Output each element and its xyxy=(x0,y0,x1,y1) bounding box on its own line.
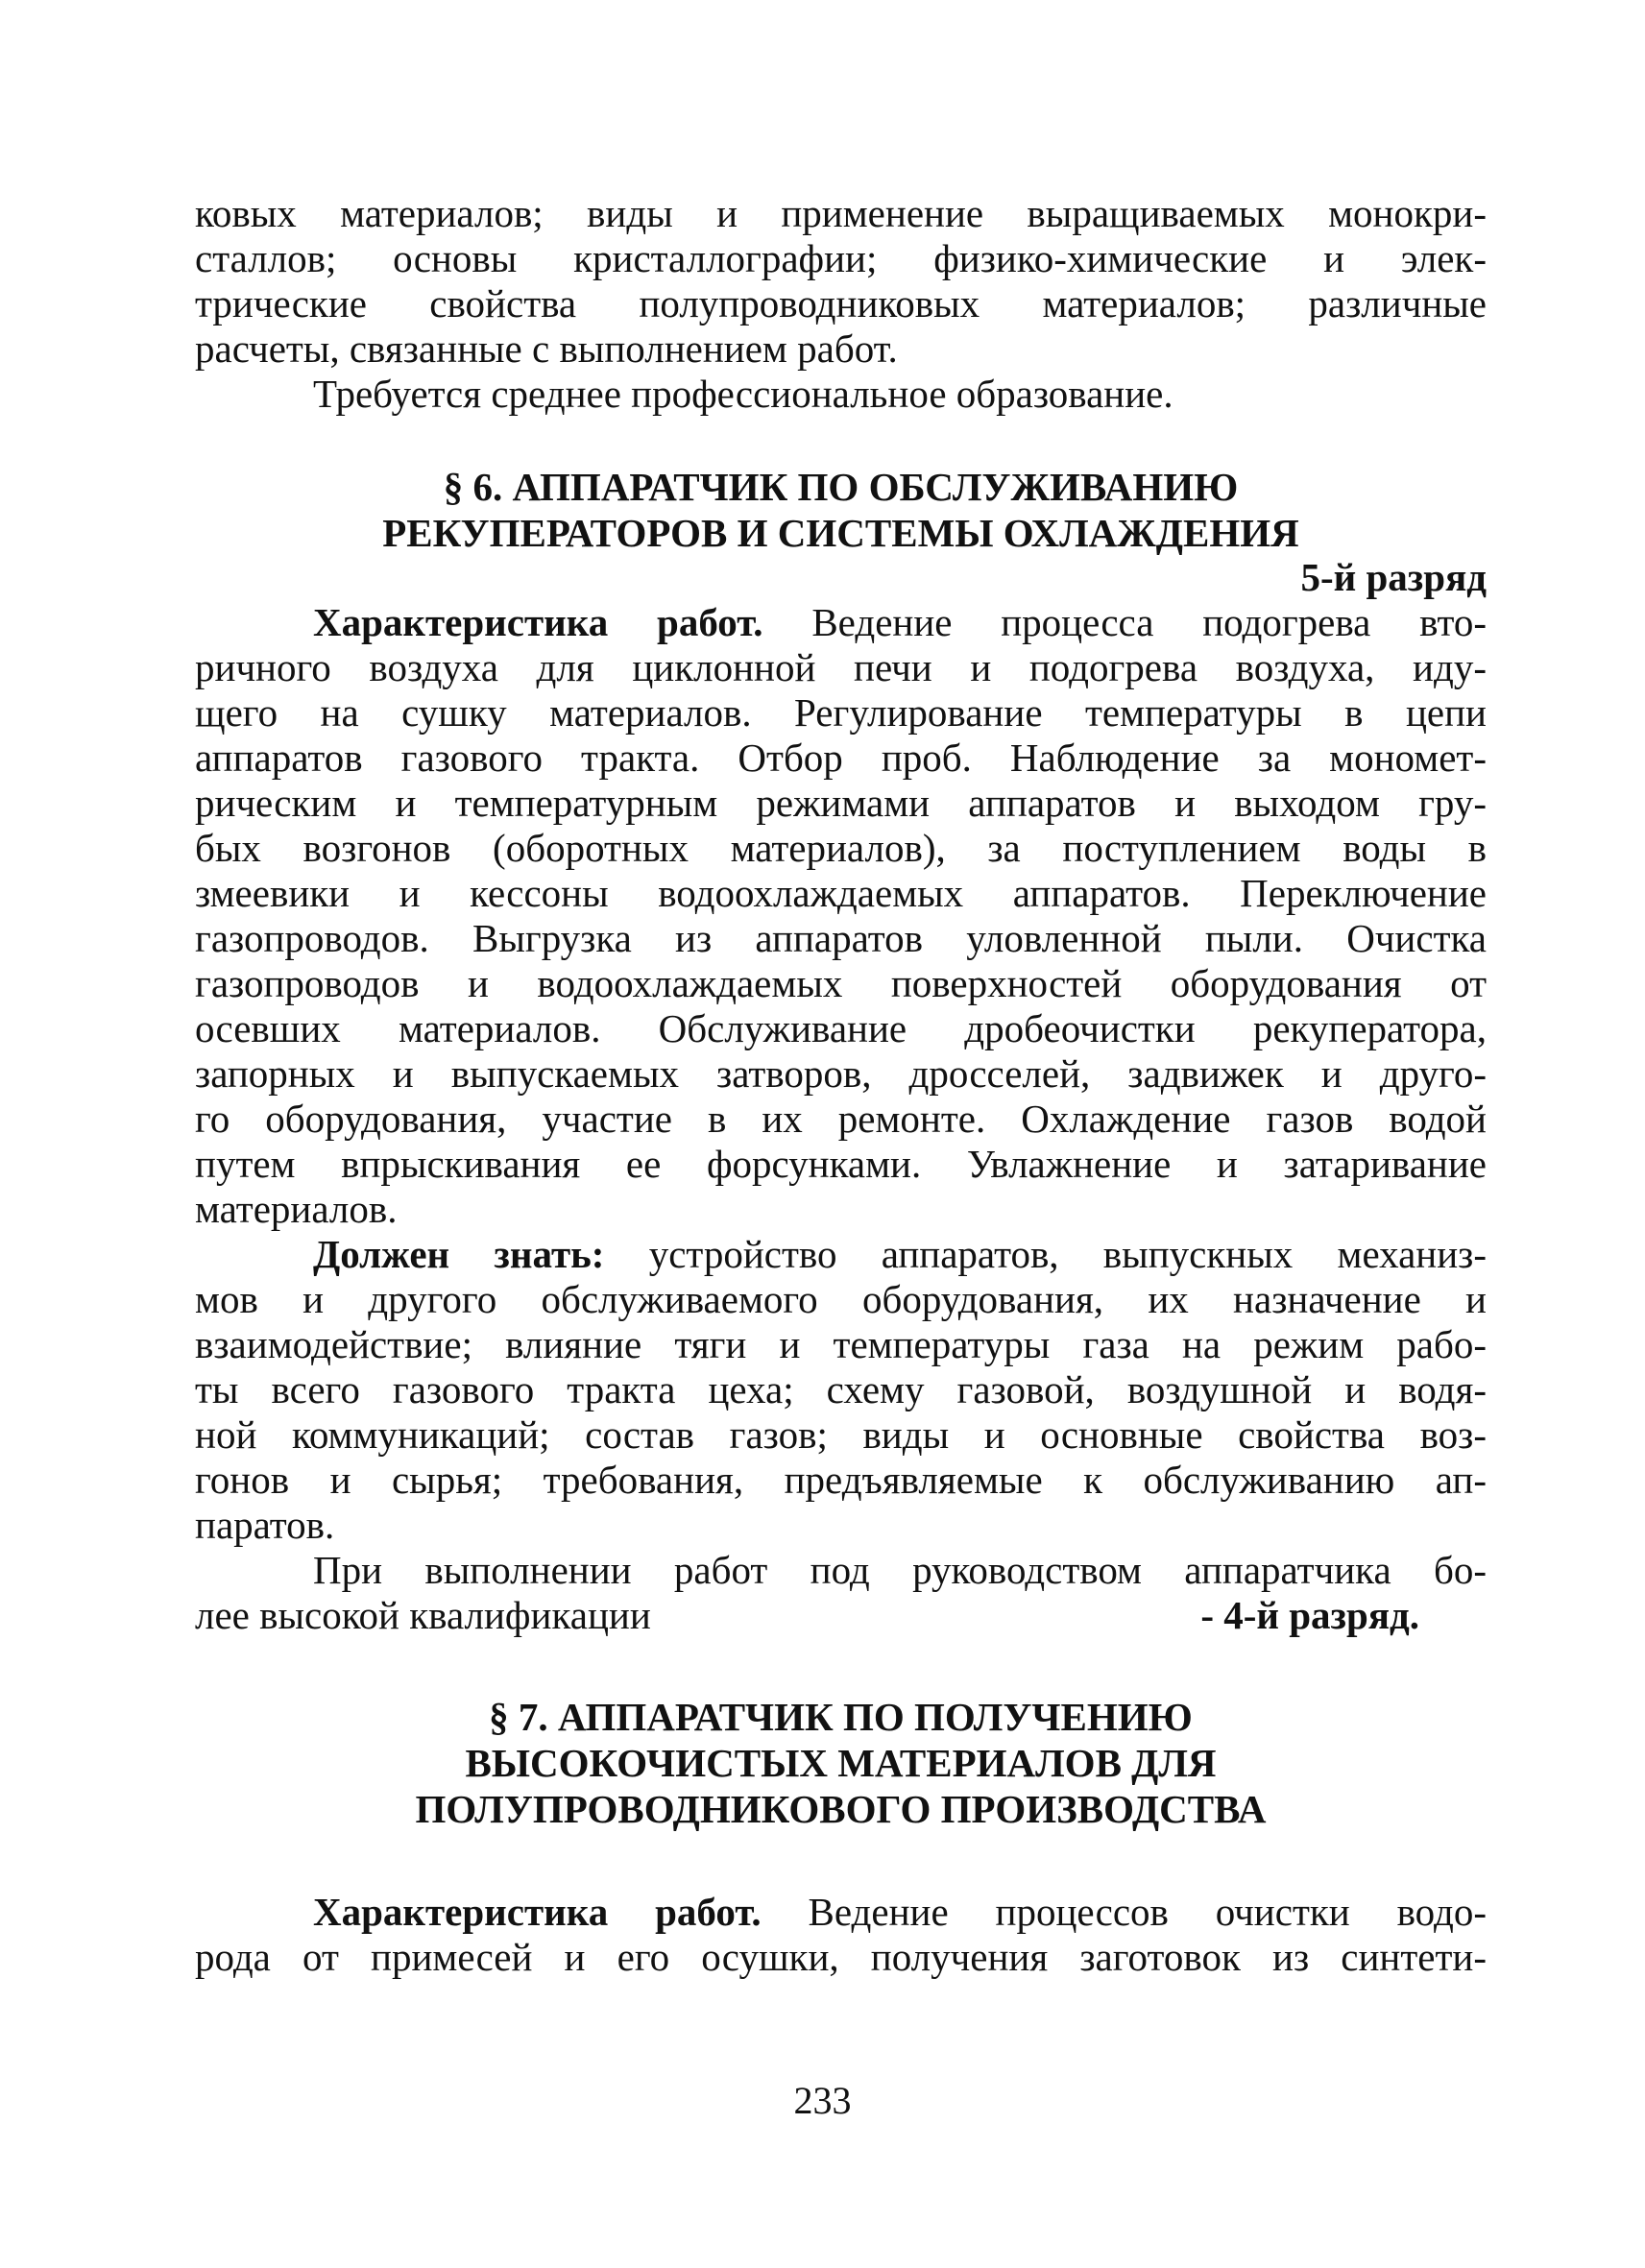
text-line: го оборудования, участие в их ремонте. Охлаждение газов водой xyxy=(195,1097,1487,1141)
text-line: взаимодействие; влияние тяги и температуры газа на режим рабо- xyxy=(195,1322,1487,1366)
text-line: рическим и температурным режимами аппаратов и выходом гру- xyxy=(195,781,1487,825)
knowledge-label: Должен знать: xyxy=(313,1232,605,1276)
section-6-characteristic xyxy=(195,600,1487,1638)
text-line: гонов и сырья; требования, предъявляемые к обслуживанию ап- xyxy=(195,1458,1487,1502)
text-line: щего на сушку материалов. Регулирование температуры в цепи xyxy=(195,690,1487,735)
section-title-line: ВЫСОКОЧИСТЫХ МАТЕРИАЛОВ ДЛЯ xyxy=(465,1741,1217,1785)
text-line: расчеты, связанные с выполнением работ. xyxy=(195,326,898,371)
characteristic-label: Характеристика работ. xyxy=(313,1890,762,1934)
text-line: рода от примесей и его осушки, получения заготовок из синтети- xyxy=(195,1935,1487,1979)
text-line: сталлов; основы кристаллографии; физико-химические и элек- xyxy=(195,236,1487,280)
characteristic-text: Ведение процесса подогрева вто- xyxy=(762,600,1487,644)
section-7-title xyxy=(195,1694,1487,1832)
text-line: путем впрыскивания ее форсунками. Увлажнение и затаривание xyxy=(195,1142,1487,1186)
intro-paragraph xyxy=(195,191,1487,417)
education-requirement: Требуется среднее профессиональное образование. xyxy=(313,372,1173,416)
text-line: трические свойства полупроводниковых материалов; различные xyxy=(195,281,1487,326)
text-line: газопроводов. Выгрузка из аппаратов уловленной пыли. Очистка xyxy=(195,916,1487,960)
text-line: ты всего газового тракта цеха; схему газовой, воздушной и водя- xyxy=(195,1367,1487,1411)
section-6-grade: 5-й разряд xyxy=(1300,555,1487,599)
section-title-line: § 7. АППАРАТЧИК ПО ПОЛУЧЕНИЮ xyxy=(489,1695,1193,1739)
section-title-line: § 6. АППАРАТЧИК ПО ОБСЛУЖИВАНИЮ xyxy=(443,465,1239,509)
supervision-line: При выполнении работ под руководством аппаратчика бо- xyxy=(313,1548,1487,1592)
text-line: бых возгонов (оборотных материалов), за поступлением воды в xyxy=(195,826,1487,870)
section-6-title xyxy=(195,464,1487,556)
supervision-grade-line xyxy=(195,1593,1487,1638)
text-line: змеевики и кессоны водоохлаждаемых аппаратов. Переключение xyxy=(195,871,1487,915)
text-line: ковых материалов; виды и применение выращиваемых монокри- xyxy=(195,191,1487,235)
page-number: 233 xyxy=(793,2079,852,2122)
text-line: осевших материалов. Обслуживание дробеочистки рекуператора, xyxy=(195,1006,1487,1050)
text-line: ной коммуникаций; состав газов; виды и основные свойства воз- xyxy=(195,1412,1487,1457)
text-line xyxy=(195,600,1487,645)
text-line: ричного воздуха для циклонной печи и подогрева воздуха, иду- xyxy=(195,645,1487,689)
text-line: материалов. xyxy=(195,1187,398,1231)
knowledge-text: устройство аппаратов, выпускных механиз- xyxy=(604,1232,1487,1276)
text-line: мов и другого обслуживаемого оборудования, их назначение и xyxy=(195,1277,1487,1321)
characteristic-label: Характеристика работ. xyxy=(313,600,763,644)
text-line xyxy=(195,1232,1487,1277)
section-title-line: РЕКУПЕРАТОРОВ И СИСТЕМЫ ОХЛАЖДЕНИЯ xyxy=(382,511,1299,555)
text-line: газопроводов и водоохлаждаемых поверхностей оборудования от xyxy=(195,961,1487,1005)
text-line: запорных и выпускаемых затворов, дросселей, задвижек и друго- xyxy=(195,1051,1487,1096)
supervision-text: лее высокой квалификации xyxy=(195,1593,651,1637)
supervision-grade: - 4-й разряд. xyxy=(1200,1593,1419,1637)
text-line: аппаратов газового тракта. Отбор проб. Наблюдение за мономет- xyxy=(195,736,1487,780)
text-line: паратов. xyxy=(195,1503,335,1547)
characteristic-text: Ведение процессов очистки водо- xyxy=(761,1890,1487,1934)
section-7-characteristic xyxy=(195,1890,1487,1980)
text-line xyxy=(195,1890,1487,1935)
section-title-line: ПОЛУПРОВОДНИКОВОГО ПРОИЗВОДСТВА xyxy=(415,1787,1267,1831)
